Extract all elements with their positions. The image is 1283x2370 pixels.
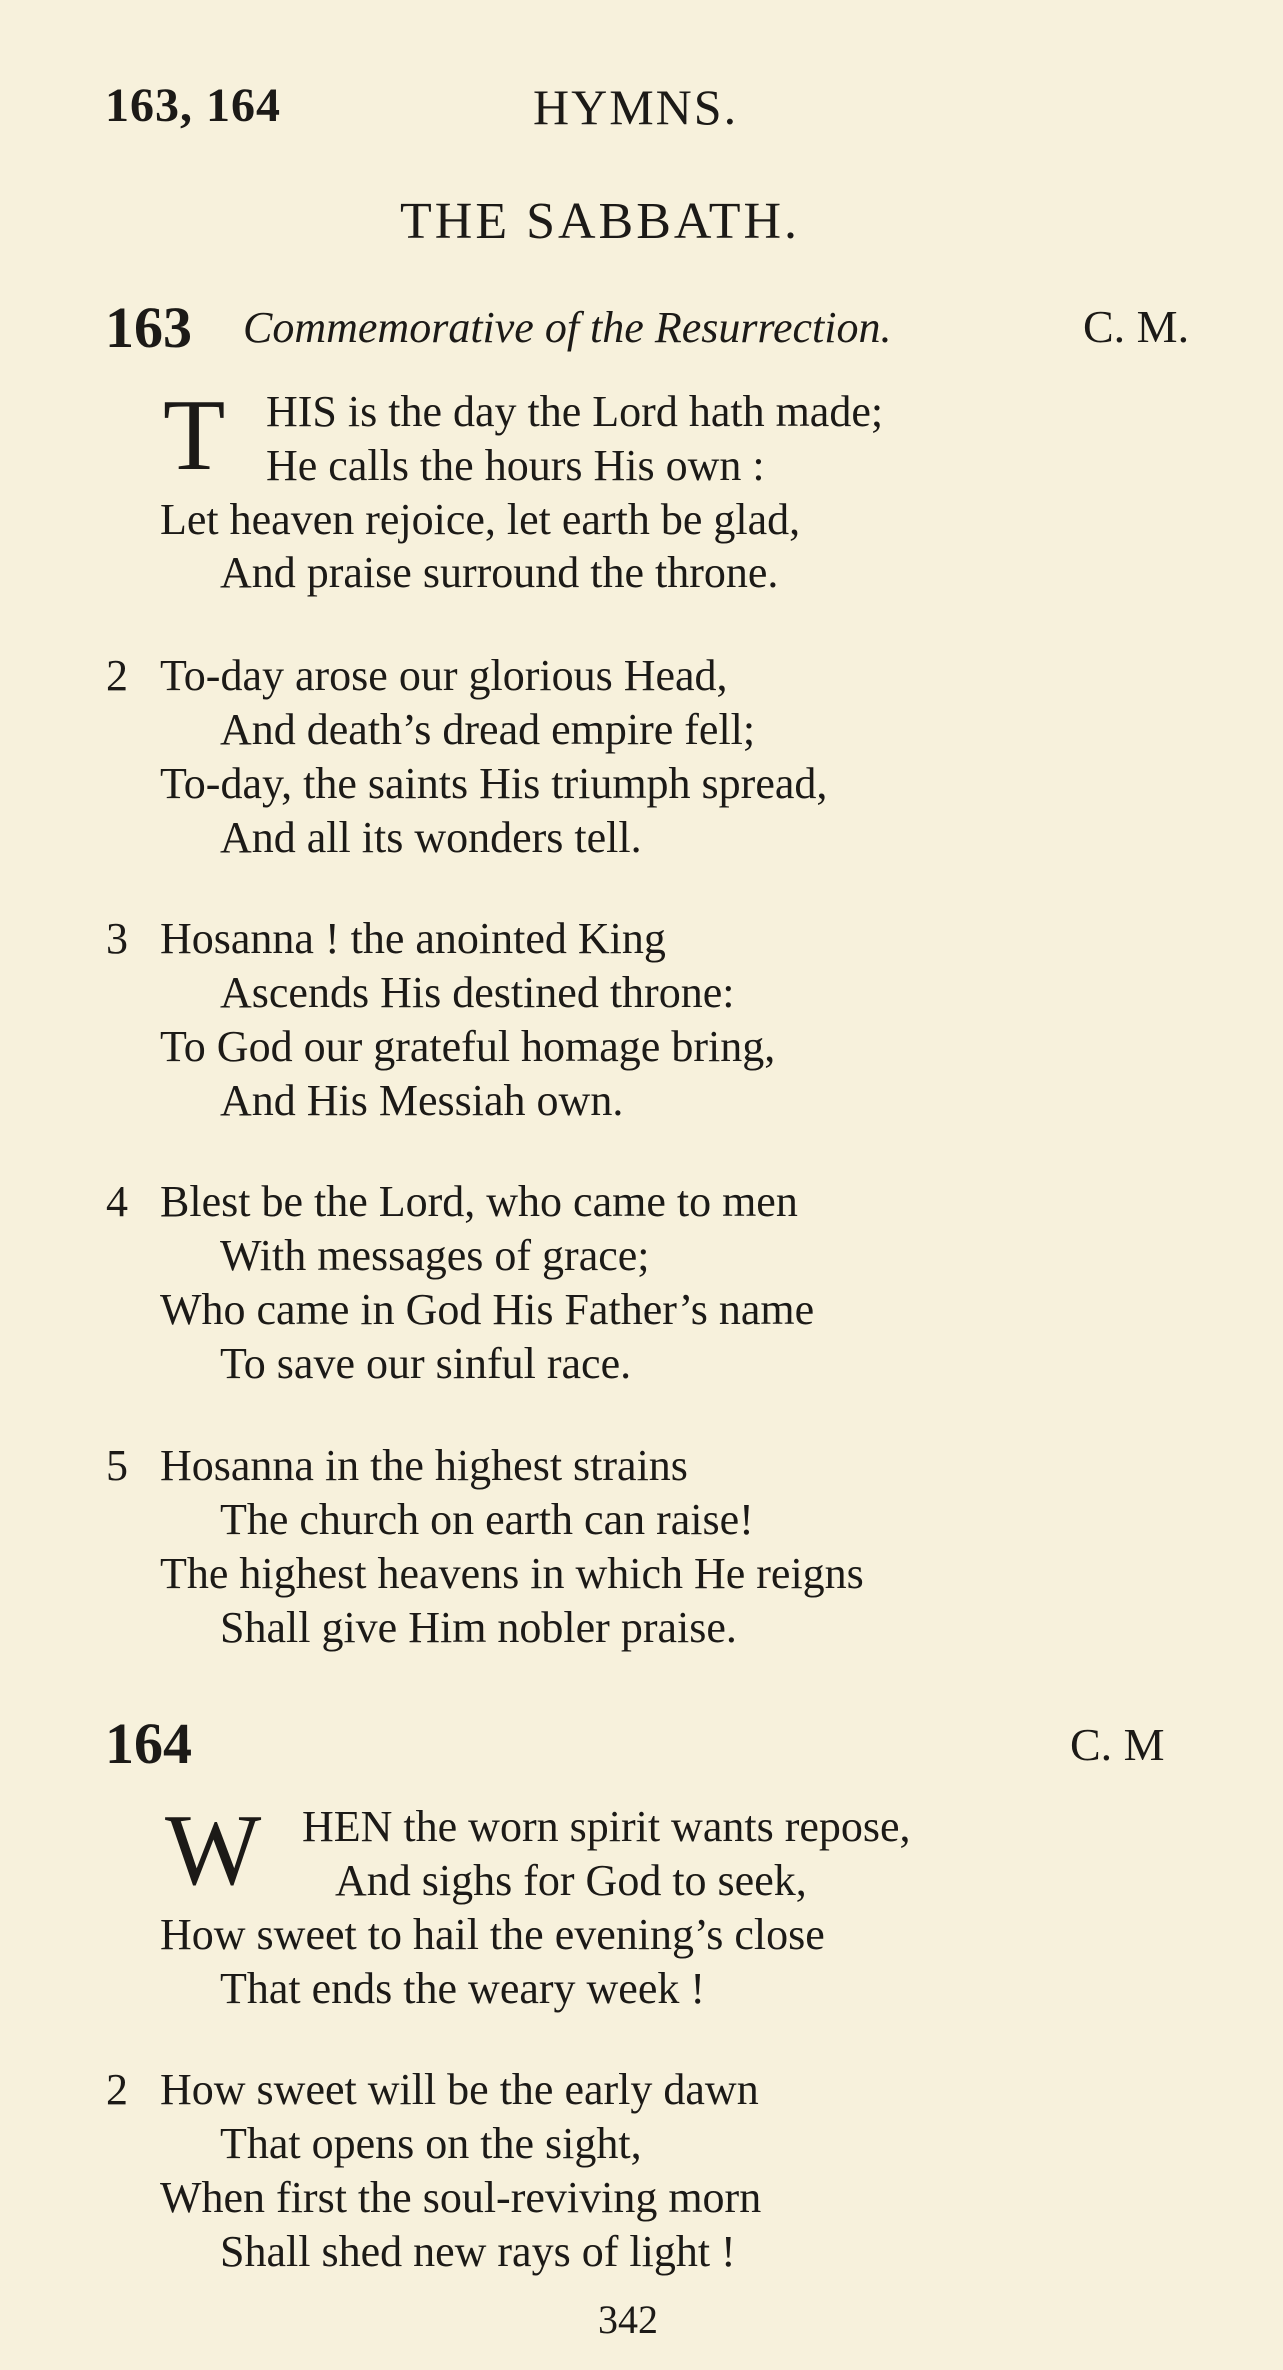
- verse-line: To God our grateful homage bring,: [160, 1022, 776, 1071]
- verse-line: HEN the worn spirit wants repose,: [302, 1802, 911, 1851]
- hymn-number: 164: [105, 1711, 192, 1776]
- verse-line: And death’s dread empire fell;: [220, 705, 756, 754]
- running-title: HYMNS.: [533, 79, 739, 135]
- hymn-meter: C. M: [1070, 1719, 1165, 1770]
- verse-line: And His Messiah own.: [220, 1076, 624, 1125]
- stanza-number: 5: [106, 1441, 128, 1490]
- verse-line: Hosanna in the highest strains: [160, 1441, 688, 1490]
- verse-line: Who came in God His Father’s name: [160, 1285, 815, 1334]
- drop-cap: T: [163, 379, 226, 492]
- verse-line: The highest heavens in which He reigns: [160, 1549, 864, 1598]
- verse-line: Let heaven rejoice, let earth be glad,: [160, 495, 801, 544]
- verse-line: And praise surround the throne.: [220, 548, 779, 597]
- stanza-number: 2: [106, 2065, 128, 2114]
- drop-cap: W: [165, 1794, 262, 1907]
- verse-line: With messages of grace;: [220, 1231, 650, 1280]
- stanza-number: 3: [106, 914, 128, 963]
- section-title: THE SABBATH.: [400, 193, 801, 250]
- running-hymn-numbers: 163, 164: [105, 79, 281, 132]
- verse-line: Hosanna ! the anointed King: [160, 914, 666, 963]
- hymn-title: Commemorative of the Resurrection.: [243, 303, 892, 352]
- stanza-number: 2: [106, 651, 128, 700]
- verse-line: HIS is the day the Lord hath made;: [266, 387, 884, 436]
- verse-line: When first the soul-reviving morn: [160, 2173, 762, 2222]
- verse-line: Ascends His destined throne:: [220, 968, 735, 1017]
- stanza-number: 4: [106, 1177, 128, 1226]
- verse-line: How sweet will be the early dawn: [160, 2065, 759, 2114]
- verse-line: Shall give Him nobler praise.: [220, 1603, 737, 1652]
- verse-line: Shall shed new rays of light !: [220, 2227, 736, 2276]
- verse-line: He calls the hours His own :: [266, 441, 765, 490]
- hymn-number: 163: [105, 295, 192, 360]
- verse-line: How sweet to hail the evening’s close: [160, 1910, 825, 1959]
- verse-line: To-day arose our glorious Head,: [160, 651, 728, 700]
- verse-line: That ends the weary week !: [220, 1964, 706, 2013]
- verse-line: To save our sinful race.: [220, 1339, 632, 1388]
- hymn-meter: C. M.: [1083, 301, 1190, 352]
- verse-line: To-day, the saints His triumph spread,: [160, 759, 828, 808]
- verse-line: Blest be the Lord, who came to men: [160, 1177, 798, 1226]
- verse-line: The church on earth can raise!: [220, 1495, 754, 1544]
- verse-line: And all its wonders tell.: [220, 813, 642, 862]
- verse-line: And sighs for God to seek,: [335, 1856, 807, 1905]
- verse-line: That opens on the sight,: [220, 2119, 642, 2168]
- page-number: 342: [598, 2297, 658, 2342]
